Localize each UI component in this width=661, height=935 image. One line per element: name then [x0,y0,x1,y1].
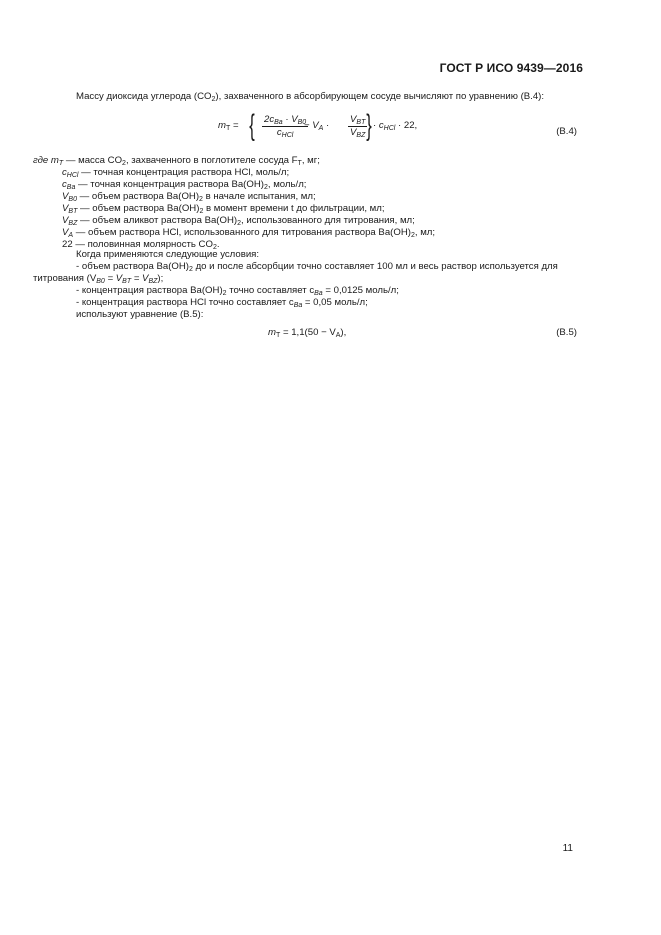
definition-text-3: , мг; [301,155,320,166]
definition-symbol: c [62,179,67,190]
condition-2-sub2: Ba [314,290,323,297]
formula-b5-lhs-sub: T [276,332,281,339]
condition-1-cont-sub1: B0 [96,278,105,285]
condition-3-text-b: = 0,05 моль/л; [302,297,368,308]
definition-symbol: V [62,227,69,238]
definition-text: — объем раствора HCl, использованного для титрования раствора Ba(OH) [73,227,411,238]
definition-text: — половинная молярность CO [72,239,213,250]
condition-3-sub: Ba [293,302,303,309]
definition-item [62,203,385,214]
condition-item-1-cont [33,273,163,284]
intro-text-before: Массу диоксида углерода (CO [76,91,212,102]
formula-b4-fraction-2 [348,114,367,139]
den2-term: V [350,127,357,138]
definition-text-2: , моль/л; [267,179,307,190]
definition-text: — объем раствора Ba(OH) [77,203,200,214]
definition-item [62,179,306,190]
formula-b4-fraction-1 [262,114,308,139]
definition-symbol-sub: BZ [68,220,78,227]
definition-symbol: V [62,203,69,214]
tail-end: · 22, [395,120,418,131]
definition-symbol: V [62,191,69,202]
condition-item-3 [76,297,368,308]
definition-sub: 2 [410,232,415,239]
condition-item-1 [76,261,558,272]
definition-symbol: где m [33,155,59,166]
definition-sub: 2 [237,220,241,227]
formula-b4-minus-term [304,120,329,131]
den1-term: c [276,127,282,138]
den1-sub: HCl [281,132,294,139]
condition-2-text-a: - концентрация раствора Ba(OH) [76,285,223,296]
intro-paragraph [76,91,544,102]
condition-3-text-a: - концентрация раствора HCl точно составляет c [76,297,294,308]
num2-term: V [350,114,357,125]
fraction-1-denominator [262,127,308,139]
num2-sub: BT [356,119,366,126]
num1-sub: Ba [274,119,283,126]
definition-text-2: в начале испытания, мл; [202,191,316,202]
conditions-lead: Когда применяются следующие условия: [76,249,260,260]
dot-operator: · [326,120,330,131]
formula-b5-lhs: m [268,327,276,338]
condition-1-cont-mid2: = V [131,273,149,284]
minus-term: − V [304,120,319,131]
definition-item [62,215,415,226]
condition-2-text-c: = 0,0125 моль/л; [322,285,399,296]
definition-item [62,227,435,238]
equation-number-b4: (B.4) [556,126,577,137]
definition-text-2: . [216,239,220,250]
condition-1-cont-sub3: BZ [148,278,158,285]
num1-mid: · V [282,114,298,125]
definition-text-2: , мл; [414,227,436,238]
intro-subscript: 2 [211,96,216,103]
definition-sub: 2 [212,244,217,251]
definition-text: — объем раствора Ba(OH) [76,191,200,202]
definition-text-2: , использованного для титрования, мл; [241,215,415,226]
page-number: 11 [562,843,573,854]
definition-item [33,155,320,166]
tail-term: · c [373,120,384,131]
condition-1-cont-mid1: = V [104,273,123,284]
right-brace: } [366,109,372,142]
definition-text: — объем аликвот раствора Ba(OH) [77,215,238,226]
num1-sub2: B0 [297,119,307,126]
definition-symbol-sub: Ba [66,184,76,191]
minus-sub: A [318,125,324,132]
condition-1-text-b: до и после абсорбции точно составляет 100 мл и весь раствор используется для [192,261,558,272]
equation-number-b5: (B.5) [556,327,577,338]
definition-sub-2: T [297,160,302,167]
definition-symbol-sub: T [58,160,64,167]
definition-symbol-sub: HCl [66,172,79,179]
condition-2-text-b: точно составляет c [226,285,315,296]
definition-text: — точная концентрация раствора HCl, моль/л; [78,167,290,178]
left-brace: { [249,109,255,142]
definition-sub: 2 [199,208,204,215]
definition-symbol-sub: B0 [68,196,77,203]
definition-symbol: 22 [62,239,73,250]
formula-b4-lhs-sub: T [226,125,231,132]
definition-symbol: V [62,215,69,226]
formula-b4-lhs-symbol: m [218,120,226,131]
condition-1-sub: 2 [189,266,193,273]
formula-b5-rhs-end: ), [340,327,347,338]
intro-text-after: ), захваченного в абсорбирующем сосуде вычисляют по уравнению (В.4): [215,91,545,102]
num1-term: 2c [264,114,275,125]
formula-b5 [268,327,346,338]
condition-1-text-a: - объем раствора Ba(OH) [76,261,190,272]
definition-sub: 2 [263,184,268,191]
fraction-2-denominator [348,127,367,139]
definition-text: — точная концентрация раствора Ba(OH) [75,179,264,190]
definition-sub: 2 [199,196,203,203]
tail-sub: HCl [383,125,396,132]
condition-1-cont-end: ); [157,273,164,284]
definition-text: — масса CO [63,155,123,166]
fraction-1-numerator [262,114,308,127]
formula-b5-rhs-sub: A [335,332,341,339]
condition-item-2 [76,285,399,296]
definition-symbol-sub: BT [68,208,78,215]
definition-symbol-sub: A [68,232,74,239]
document-header: ГОСТ Р ИСО 9439—2016 [439,61,583,75]
definition-text-2: в момент времени t до фильтрации, мл; [203,203,385,214]
definition-symbol: c [62,167,67,178]
den2-sub: BZ [356,132,366,139]
definition-item [62,191,316,202]
formula-b4-lhs [218,120,239,131]
definition-text-2: , захваченного в поглотителе сосуда F [125,155,298,166]
condition-item-4: используют уравнение (В.5): [76,309,204,320]
condition-2-sub: 2 [222,290,227,297]
formula-b4-equals: = [232,120,239,131]
definition-sub: 2 [122,160,126,167]
definition-item [62,167,289,178]
condition-1-cont-a: титрования (V [33,273,97,284]
fraction-2-numerator [348,114,367,127]
formula-b4-tail [373,120,417,131]
condition-1-cont-sub2: BT [122,278,132,285]
formula-b5-rhs: = 1,1(50 − V [280,327,336,338]
